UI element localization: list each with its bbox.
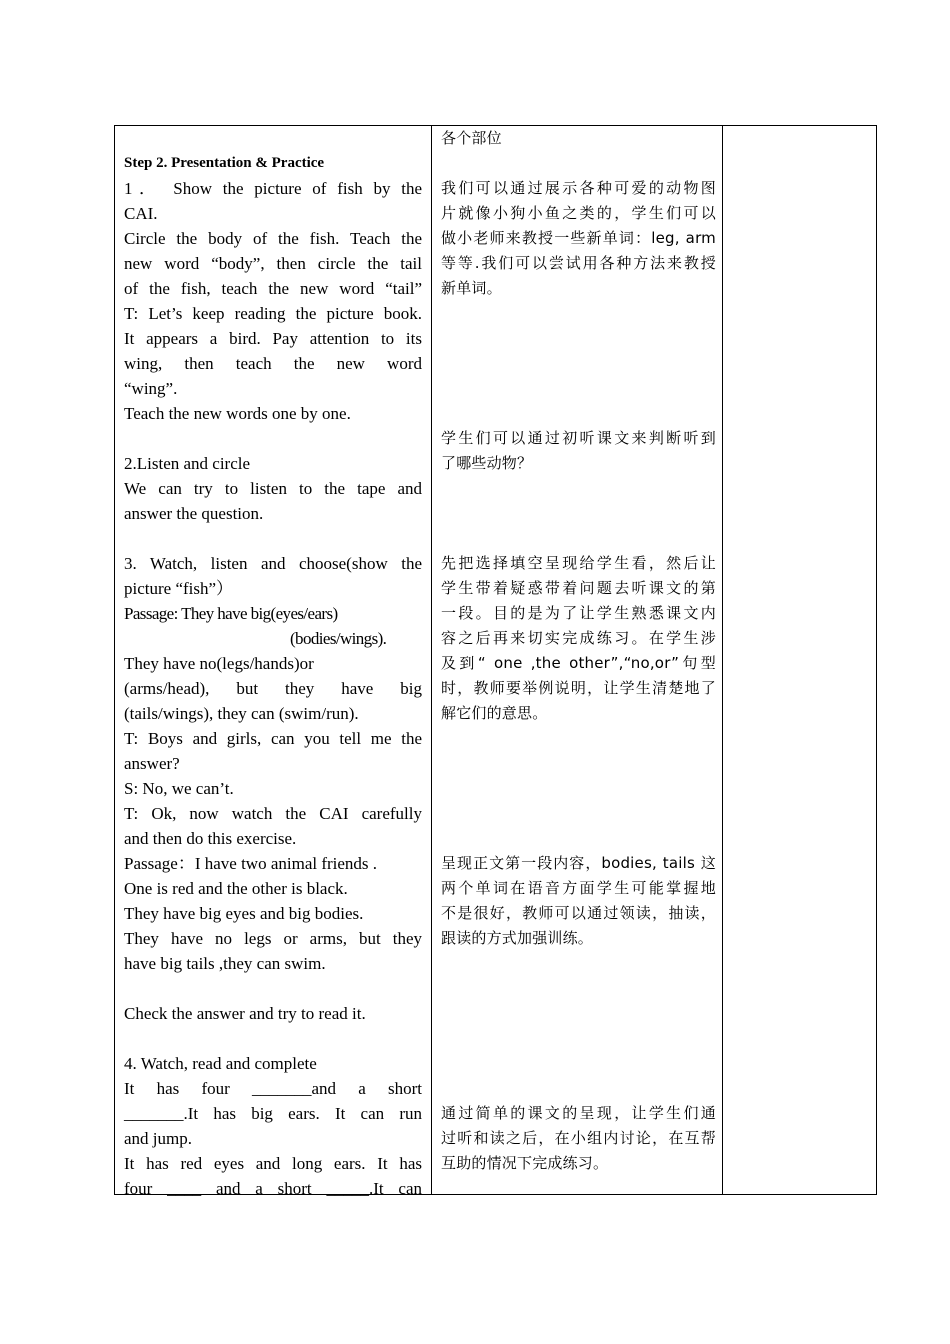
- text-line: 1． Show the picture of fish by the: [124, 179, 422, 198]
- note-line: 互助的情况下完成练习。: [441, 1154, 609, 1172]
- note-line: 容之后再来切实完成练习。在学生涉: [441, 629, 716, 647]
- text-line: They have no(legs/hands)or: [124, 654, 314, 673]
- text-line: It appears a bird. Pay attention to its: [124, 329, 422, 348]
- text-line: 3. Watch, listen and choose(show the: [124, 554, 422, 573]
- text-line: picture “fish”）: [124, 579, 234, 598]
- text-line: They have big eyes and big bodies.: [124, 904, 364, 923]
- text-line: It has four _______and a short: [124, 1079, 422, 1098]
- text-line: One is red and the other is black.: [124, 879, 348, 898]
- text-line: four ____ and a short _____.It can: [124, 1179, 422, 1198]
- text-line: Passage: They have big(eyes/ears): [124, 604, 338, 623]
- note-line: 时，教师要举例说明，让学生清楚地了: [441, 679, 716, 697]
- note-line: 学生们可以通过初听课文来判断听到: [441, 429, 716, 447]
- note-line: 了哪些动物？: [441, 454, 533, 472]
- text-line: (arms/head), but they have big: [124, 679, 422, 698]
- text-line: 2.Listen and circle: [124, 454, 251, 473]
- text-line: T: Let’s keep reading the picture book.: [124, 304, 422, 323]
- text-line: T: Ok, now watch the CAI carefully: [124, 804, 422, 823]
- text-line: S: No, we can’t.: [124, 779, 234, 798]
- note-line: 解它们的意思。: [441, 704, 548, 722]
- text-line: and then do this exercise.: [124, 829, 297, 848]
- text-line: (bodies/wings).: [290, 629, 387, 648]
- text-line: of the fish, teach the new word “tail”: [124, 279, 422, 298]
- text-line: answer the question.: [124, 504, 264, 523]
- note-line: 跟读的方式加强训练。: [441, 929, 594, 947]
- text-line: and jump.: [124, 1129, 192, 1148]
- text-line: Teach the new words one by one.: [124, 404, 351, 423]
- note-line: 等等.我们可以尝试用各种方法来教授: [441, 254, 716, 272]
- text-line: _______.It has big ears. It can run: [124, 1104, 422, 1123]
- column-divider: [431, 126, 432, 1194]
- lesson-plan-table: [114, 125, 877, 1198]
- note-line: 做小老师来教授一些新单词：leg, arm: [441, 229, 716, 247]
- text-line: answer?: [124, 754, 180, 773]
- text-line: Check the answer and try to read it.: [124, 1004, 366, 1023]
- text-line: have big tails ,they can swim.: [124, 954, 326, 973]
- text-line: new word “body”, then circle the tail: [124, 254, 422, 273]
- text-line: “wing”.: [124, 379, 178, 398]
- note-line: 一段。目的是为了让学生熟悉课文内: [441, 604, 716, 622]
- note-line: 学生带着疑惑带着问题去听课文的第: [441, 579, 716, 597]
- text-line: 4. Watch, read and complete: [124, 1054, 317, 1073]
- note-line: 通过简单的课文的呈现，让学生们通: [441, 1104, 716, 1122]
- text-line: Passage：I have two animal friends .: [124, 854, 378, 873]
- note-line: 两个单词在语音方面学生可能掌握地: [441, 879, 716, 897]
- text-line: Circle the body of the fish. Teach the: [124, 229, 422, 248]
- note-line: 新单词。: [441, 279, 502, 297]
- note-line: 各个部位: [441, 129, 502, 147]
- text-line: CAI.: [124, 204, 158, 223]
- text-line: They have no legs or arms, but they: [124, 929, 422, 948]
- text-line: T: Boys and girls, can you tell me the: [124, 729, 422, 748]
- notes-column-empty: [723, 126, 877, 1194]
- note-line: 不是很好，教师可以通过领读，抽读，: [441, 904, 716, 922]
- text-line: We can try to listen to the tape and: [124, 479, 422, 498]
- text-line: wing, then teach the new word: [124, 354, 422, 373]
- note-line: 片就像小狗小鱼之类的，学生们可以: [441, 204, 716, 222]
- step-heading: Step 2. Presentation & Practice: [124, 155, 325, 171]
- note-line: 我们可以通过展示各种可爱的动物图: [441, 179, 716, 197]
- note-line: 呈现正文第一段内容，bodies, tails 这: [441, 854, 716, 872]
- note-line: 先把选择填空呈现给学生看，然后让: [441, 554, 716, 572]
- text-line: It has red eyes and long ears. It has: [124, 1154, 422, 1173]
- note-line: 及到“ one ,the other”,“no,or”句型: [441, 654, 716, 672]
- note-line: 过听和读之后，在小组内讨论，在互帮: [441, 1129, 716, 1147]
- text-line: (tails/wings), they can (swim/run).: [124, 704, 359, 723]
